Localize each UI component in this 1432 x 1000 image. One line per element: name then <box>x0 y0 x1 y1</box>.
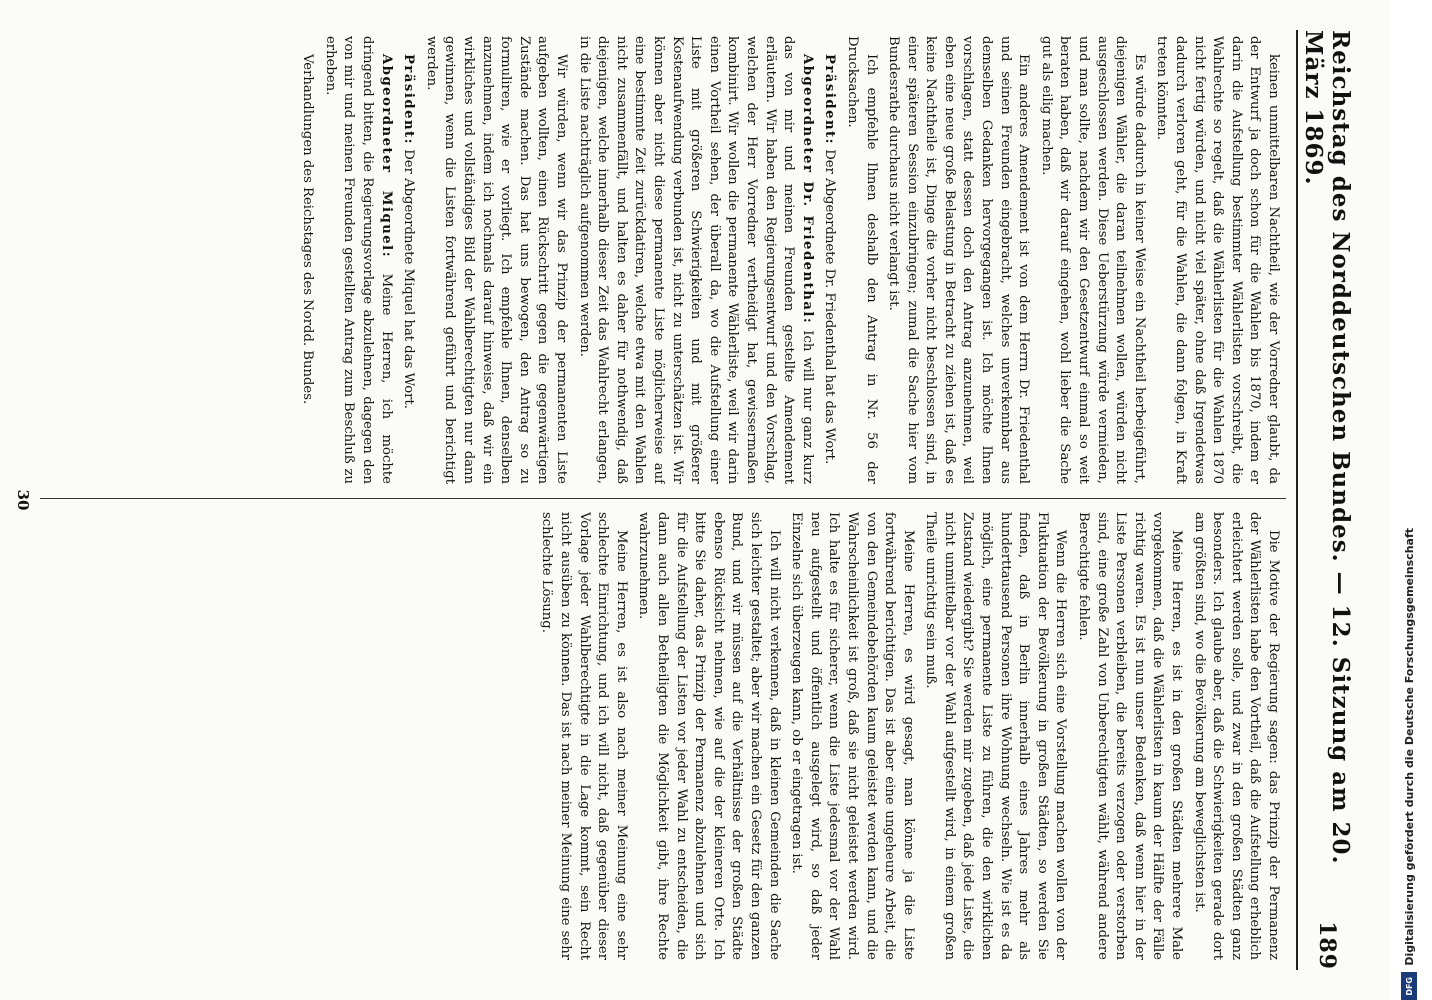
page-number: 189 <box>1314 921 1340 970</box>
paragraph: Wenn die Herren sich eine Vorstellung machen wollen von der Fluktuation der Bevölkerung in großen Städten, so werden Sie finden, daß in Berlin innerhalb eines Jahres mehr als hunderttausend Personen ihre Wohnung wechseln. Wie ist es da möglich, eine permanente Liste zu führen, die den wirklichen Zustand wiedergibt? Sie werden mir zugeben, daß jede Liste, die nicht unmittelbar vor der Wahl aufgestellt wird, in einem großen Theile unrichtig sein muß. <box>923 512 1069 960</box>
paragraph: keinen unmittelbaren Nachtheil, wie der Vorredner glaubt, da der Entwurf ja doch schon für die Wahlen bis 1870, indem er darin die Aufstellung bestimmter Wählerlisten vorschreibt, die Wahlrechte so regelt, daß die Wählerlisten für die Wahlen 1870 nicht fertig würden, und nicht viel später, ohne daß Irgendetwas dadurch verloren geht, für die Wahlen, die dann folgen, in Kraft treten könnten. <box>1154 36 1281 484</box>
footer-page-mark: 30 <box>14 489 32 511</box>
header-rule <box>1296 30 1298 970</box>
paragraph: Ein anderes Amendement ist von dem Herrn Dr. Friedenthal und seinen Freunden eingebracht, welches unverkennbar aus demselben Gedanken hervorgegangen ist. Ich möchte Ihnen vorschlagen, statt dessen doch den Antrag anzunehmen, weil eben eine neue große Belastung in Betracht zu ziehen ist, daß es keine Nachtheile ist, Dinge die vorher nicht beschlossen sind, in einer späteren Session einzubringen; zumal die Sache hier vom Bundesrathe durchaus nicht verlangt ist. <box>886 36 1032 484</box>
paragraph: Meine Herren, es ist in den großen Städten mehrere Male vorgekommen, daß die Wählerlisten in kaum der Hälfte der Fälle richtig waren. Es ist nun unser Bedenken, daß wenn hier in der Liste Personen verbleiben, die bereits verzogen oder verstorben sind, eine große Zahl von Unberechtigten wählt, während andere Berechtigte fehlen. <box>1076 512 1185 960</box>
paragraph: Meine Herren, es wird gesagt, man könne ja die Liste fortwährend berichtigen. Das ist aber eine ungeheure Arbeit, die von den Gemeindebehörden kaum geleistet werden kann, und die Wahrscheinlichkeit ist groß, daß sie nicht geleistet werden wird. Ich halte es für sicherer, wenn die Liste jedesmal vor der Wahl neu aufgestellt und öffentlich ausgelegt wird, so daß jeder Einzelne sich überzeugen kann, ob er eingetragen ist. <box>789 512 916 960</box>
speech-text: Wir würden, wenn wir das Prinzip der permanenten Liste aufgeben wollten, einen Rückschritt gegen die gegenwärtigen Zustände machen. Das hat uns bewogen, den Antrag so zu formuliren, wie er vorliegt. Ich empfehle Ihnen, denselben anzunehmen, indem ich nochmals darauf hinweise, daß wir ein wirkliches und vollständiges Bild der Wahlberechtigten nur dann gewinnen, wenn die Listen fortwährend geführt und berichtigt werden. <box>423 36 570 484</box>
page-header <box>1300 30 1354 970</box>
speech <box>399 36 418 484</box>
speech <box>320 36 394 484</box>
speaker-name: Abgeordneter Dr. Friedenthal: <box>799 54 815 325</box>
dfg-logo-text: DFG <box>1404 976 1414 996</box>
speech-text: Der Abgeordnete Dr. Friedenthal hat das Wort. <box>822 149 838 465</box>
speaker-name: Präsident: <box>401 54 417 146</box>
left-column <box>50 36 1282 484</box>
speech-text: Der Abgeordnete Miquel hat das Wort. <box>401 149 417 409</box>
speaker-name: Präsident: <box>822 54 838 146</box>
paragraph: Meine Herren, es ist also nach meiner Meinung eine sehr schlechte Einrichtung, und ich will nicht, daß gegenüber dieser Vorlage jeder Wahlberechtigte in die Lage kommt, sein Recht nicht ausüben zu können. Das ist nach meiner Meinung eine sehr schlechte Lösung. <box>539 512 629 960</box>
column-divider <box>40 498 1286 499</box>
speech <box>820 36 839 484</box>
digitization-note: Digitalisierung gefördert durch die Deutsche Forschungsgemeinschaft <box>1402 528 1416 966</box>
right-column <box>50 512 1282 960</box>
digitization-strip <box>1399 360 1419 1000</box>
header-title: Reichstag des Norddeutschen Bundes. — 12. Sitzung am 20. März 1869. <box>1300 30 1354 865</box>
speech-text: Ich will nur ganz kurz das von mir und meinen Freunden gestellte Amendement erläutern. Wir haben den Regierungsentwurf und den Vorschlag, welchen der Herr Vorredner vertheidigt hat, gewissermaßen kombinirt. Wir wollen die permanente Wählerliste, weil wir darin einen Vortheil sehen, der überall da, wo die Aufstellung einer Liste mit größeren Schwierigkeiten und mit größerer Kostenaufwendung verbunden ist, nicht zu unterschätzen ist. Wir können aber nicht diese permanente Liste möglicherweise auf eine bestimmte Zeit zurückdatiren, welche etwa mit den Wahlen nicht zusammenfällt, und halten es daher für nothwendig, daß diejenigen, welche innerhalb dieser Zeit das Wahlrecht erlangen, in die Liste nachträglich aufgenommen werden. <box>576 36 815 484</box>
speech-text: Meine Herren, ich möchte dringend bitten, die Regierungsvorlage abzulehnen, dagegen den von mir und meinen Freunden gestellten Antrag zum Beschluß zu erheben. <box>322 36 394 484</box>
closing-line: Verhandlungen des Reichstages des Nordd. Bundes. <box>300 54 316 405</box>
dfg-logo-icon <box>1401 972 1417 1000</box>
speech <box>574 36 816 484</box>
paragraph: Ich empfehle Ihnen deshalb den Antrag in Nr. 56 der Drucksachen. <box>844 36 879 484</box>
paragraph: Ich will nicht verkennen, daß in kleinen Gemeinden die Sache sich leichter gestaltet; aber wir machen ein Gesetz für den ganzen Bund, und wir müssen auf die Verhältnisse der großen Städte ebenso Rücksicht nehmen, wie auf die der kleineren Orte. Ich bitte Sie daher, das Prinzip der Permanenz abzulehnen und sich für die Aufstellung der Listen vor jeder Wahl zu entscheiden, die dann auch allen Betheiligten die Möglichkeit gibt, ihre Rechte wahrzunehmen. <box>636 512 782 960</box>
speech <box>421 36 570 484</box>
paragraph: Die Motive der Regierung sagen: das Prinzip der Permanenz der Wählerlisten habe den Vortheil, daß die Aufstellung erheblich erleichtert werden solle, und zwar in den großen Städten ganz besonders. Ich glaube aber, daß die Schwierigkeiten gerade dort am größten sind, wo die Bevölkerung am beweglichsten ist. <box>1191 512 1281 960</box>
paragraph: Es würde dadurch in keiner Weise ein Nachtheil herbeigeführt, diejenigen Wähler, die daran teilnehmen wollen, würden nicht ausgeschlossen werden. Diese Ueberstürzung würde vermieden, und man sollte, nachdem wir den Gesetzentwurf einmal so weit beraten haben, daß wir darauf eingehen, wohl lieber die Sache gut als eilig machen. <box>1038 36 1147 484</box>
speaker-name: Abgeordneter Miquel: <box>378 54 394 259</box>
